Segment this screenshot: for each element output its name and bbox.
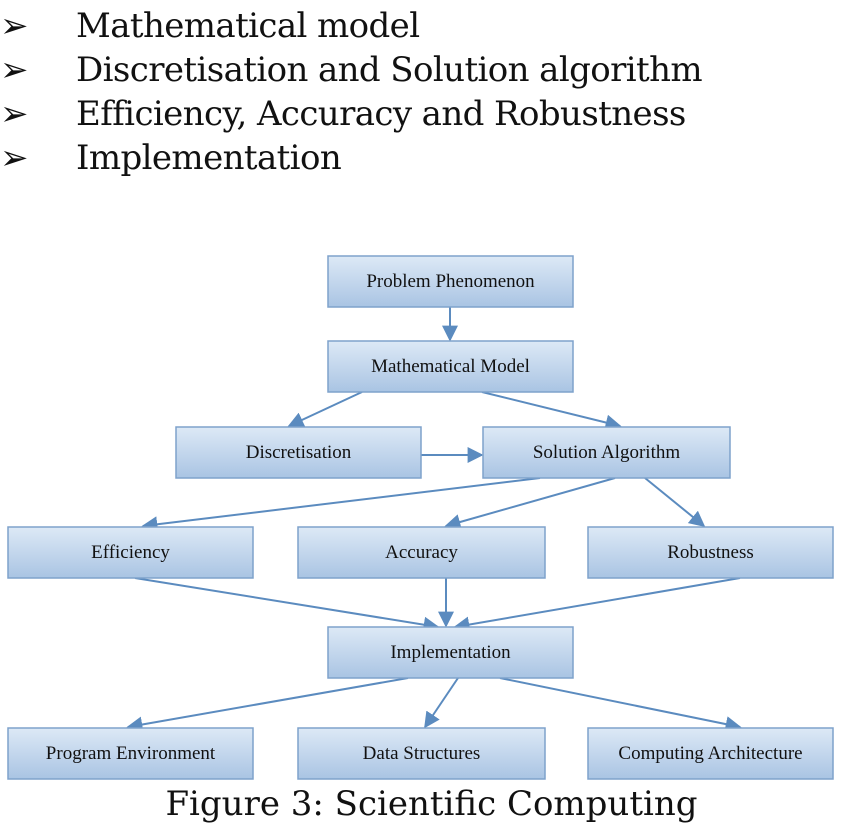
arrow-implementation-to-program-environment (128, 678, 408, 727)
arrow-robustness-to-implementation (455, 578, 740, 627)
node-label-mathematical-model: Mathematical Model (371, 355, 530, 377)
node-label-program-environment: Program Environment (45, 742, 216, 764)
bullet-text: Efficiency, Accuracy and Robustness (76, 94, 686, 134)
nodes-layer (8, 256, 833, 779)
arrow-solution-algorithm-to-efficiency (143, 478, 540, 526)
node-program-environment (8, 728, 253, 779)
arrow-solution-algorithm-to-accuracy (446, 478, 615, 526)
arrow-solution-algorithm-to-robustness (645, 478, 704, 526)
node-mathematical-model (328, 341, 573, 392)
node-label-implementation: Implementation (390, 641, 511, 663)
node-label-problem-phenomenon: Problem Phenomenon (366, 270, 535, 292)
node-label-data-structures: Data Structures (362, 742, 481, 764)
node-problem-phenomenon (328, 256, 573, 307)
arrowhead-bullet-icon: ➢ (0, 6, 29, 46)
node-robustness (588, 527, 833, 578)
bullet-text: Implementation (76, 138, 342, 178)
node-solution-algorithm (483, 427, 730, 478)
arrowhead-bullet-icon: ➢ (0, 50, 29, 90)
arrow-efficiency-to-implementation (135, 578, 438, 627)
bullet-text: Mathematical model (76, 6, 420, 46)
figure-caption: Figure 3: Scientific Computing (165, 784, 698, 824)
node-label-efficiency: Efficiency (91, 541, 170, 563)
node-label-accuracy: Accuracy (385, 541, 458, 563)
arrow-implementation-to-computing-architecture (500, 678, 740, 727)
node-label-solution-algorithm: Solution Algorithm (532, 441, 681, 463)
arrow-mathematical-model-to-discretisation (289, 392, 362, 426)
arrow-mathematical-model-to-solution-algorithm (482, 392, 620, 426)
node-label-robustness: Robustness (667, 541, 754, 563)
node-label-computing-architecture: Computing Architecture (618, 742, 803, 764)
node-implementation (328, 627, 573, 678)
node-discretisation (176, 427, 421, 478)
arrowhead-bullet-icon: ➢ (0, 138, 29, 178)
arrow-implementation-to-data-structures (425, 678, 458, 727)
node-accuracy (298, 527, 545, 578)
bullet-text: Discretisation and Solution algorithm (76, 50, 703, 90)
node-efficiency (8, 527, 253, 578)
arrowhead-bullet-icon: ➢ (0, 94, 29, 134)
node-label-discretisation: Discretisation (245, 441, 352, 463)
node-data-structures (298, 728, 545, 779)
node-computing-architecture (588, 728, 833, 779)
